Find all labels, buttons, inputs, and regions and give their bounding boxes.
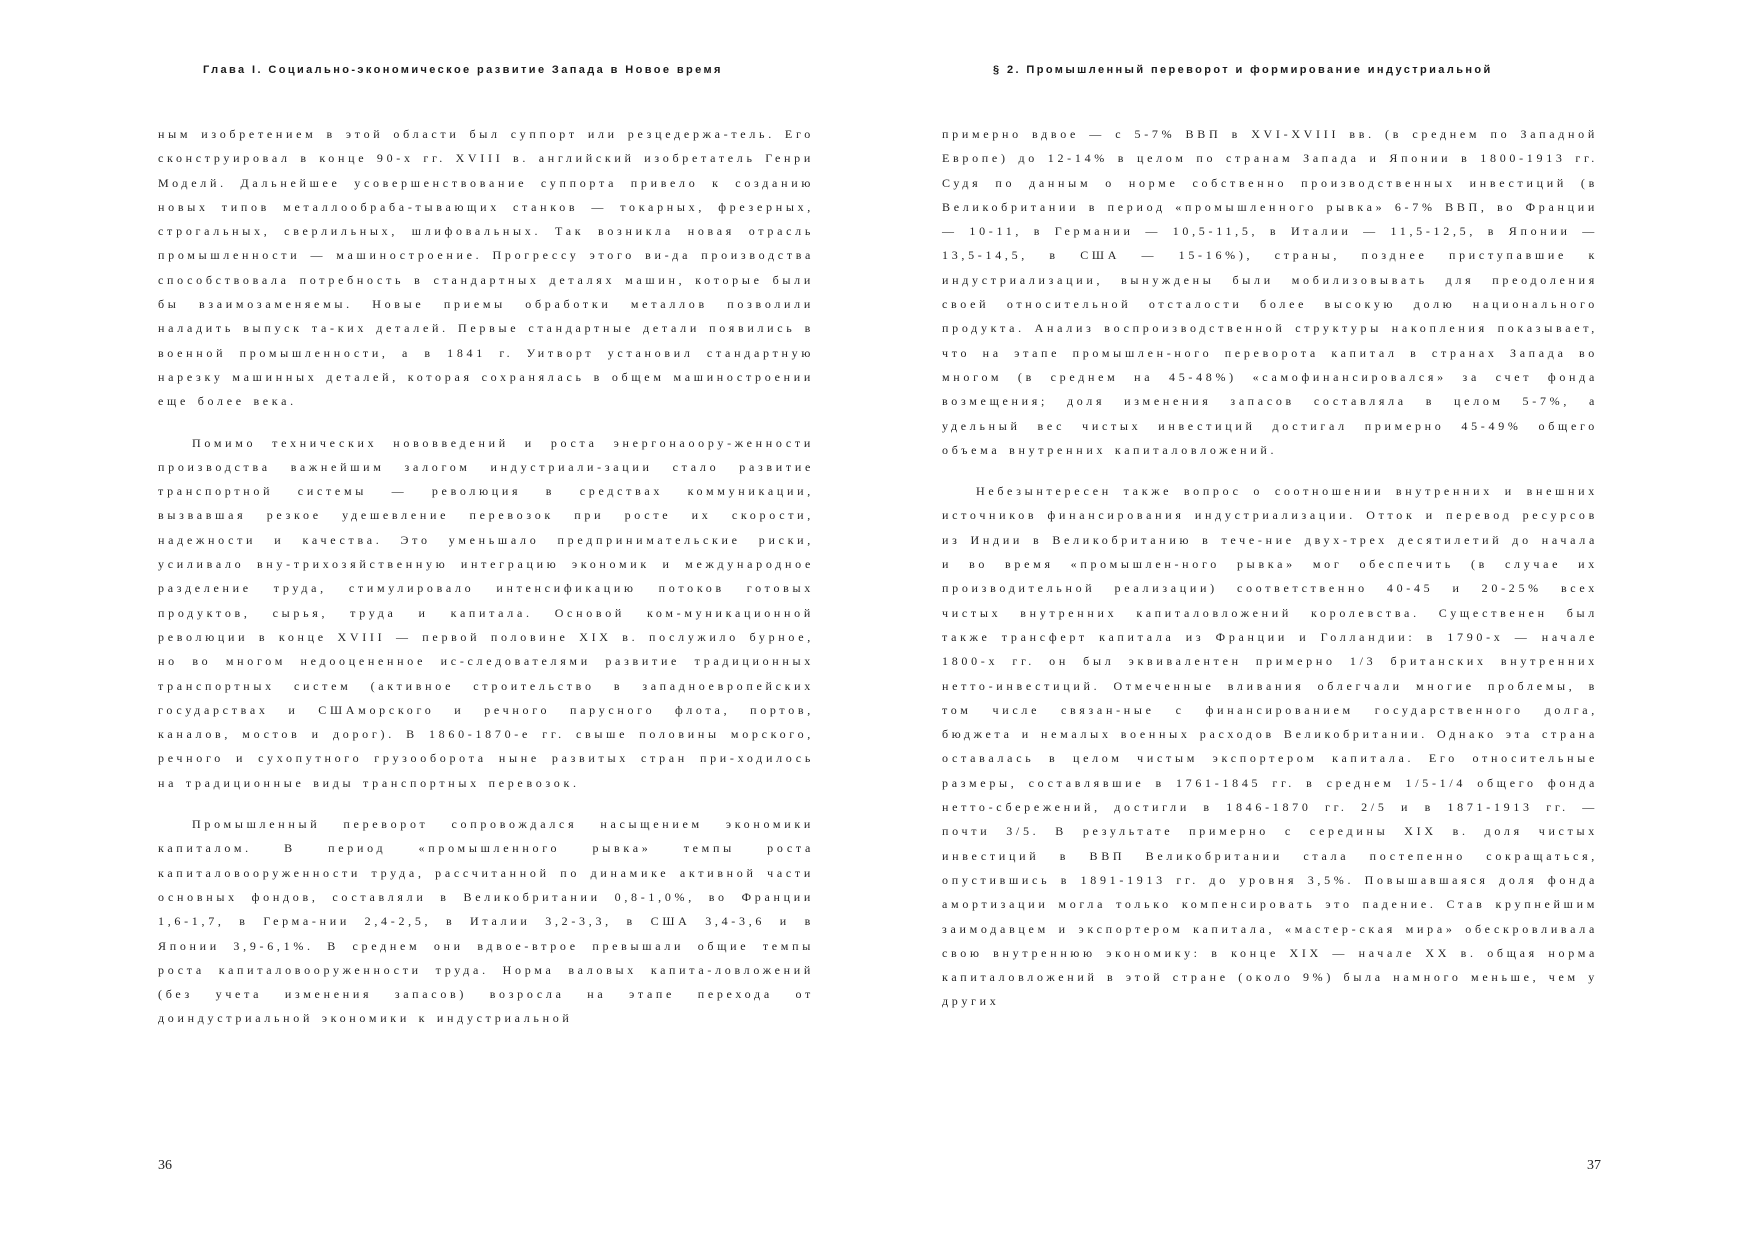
right-page-body: [942, 122, 1598, 1031]
paragraph: ным изобретением в этой области был суппорт или резцедержа-тель. Его сконструировал в конце 90-х гг. XVIII в. английский изобретатель Генри Моделй. Дальнейшее усовершенствование суппорта привело к созданию новых типов металлообраба-тывающих станков — токарных, фрезерных, строгальных, сверлильных, шлифовальных. Так возникла новая отрасль промышленности — машиностроение. Прогрессу этого ви-да производства способствовала потребность в стандартных деталях машин, которые были бы взаимозаменяемы. Новые приемы обработки металлов позволили наладить выпуск та-ких деталей. Первые стандартные детали появились в военной промышленности, а в 1841 г. Уитворт установил стандартную нарезку машинных деталей, которая сохранялась в общем машиностроении еще более века.: [158, 127, 814, 409]
paragraph: Помимо технических нововведений и роста энергонаоору-женности производства важнейшим залогом индустриали-зации стало развитие транспортной системы — революция в средствах коммуникации, вызвавшая резкое удешевление перевозок при росте их скорости, надежности и качества. Это уменьшало предпринимательские риски, усиливало вну-трихозяйственную интеграцию экономик и международное разделение труда, стимулировало интенсификацию потоков готовых продуктов, сырья, труда и капитала. Основой ком-муникационной революции в конце XVIII — первой половине XIX в. послужило бурное, но во многом недооцененное ис-следователями развитие традиционных транспортных систем (активное строительство в западноевропейских государствах и СШАморского и речного парусного флота, портов, каналов, мостов и дорог). В 1860-1870-е гг. свыше половины морского, речного и сухопутного грузооборота ныне развитых стран при-ходилось на традиционные виды транспортных перевозок.: [158, 435, 814, 790]
running-head-right: § 2. Промышленный переворот и формирование индустриальной: [993, 64, 1493, 76]
page-number-right: 37: [1587, 1158, 1601, 1173]
paragraph: примерно вдвое — с 5-7% ВВП в XVI-XVIII вв. (в среднем по Западной Европе) до 12-14% в целом по странам Запада и Японии в 1800-1913 гг. Судя по данным о норме собственно производственных инвестиций (в Великобритании в период «промышленного рывка» 6-7% ВВП, во Франции— 10-11, в Германии — 10,5-11,5, в Италии — 11,5-12,5, в Японии — 13,5-14,5, в США — 15-16%), страны, позднее приступавшие к индустриализации, вынуждены были мобилизовывать для преодоления своей относительной отсталости более высокую долю национального продукта. Анализ воспроизводственной структуры накопления показывает, что на этапе промышлен-ного переворота капитал в странах Запада во многом (в среднем на 45-48%) «самофинансировался» за счет фонда возмещения; доля изменения запасов составляла в целом 5-7%, а удельный вес чистых инвестиций достигал примерно 45-49% общего объема внутренних капиталовложений.: [942, 127, 1598, 457]
paragraph: Небезынтересен также вопрос о соотношении внутренних и внешних источников финансирования индустриализации. Отток и перевод ресурсов из Индии в Великобританию в тече-ние двух-трех десятилетий до начала и во время «промышлен-ного рывка» мог обеспечить (в случае их производительной реализации) соответственно 40-45 и 20-25% всех чистых внутренних капиталовложений королевства. Существенен был также трансферт капитала из Франции и Голландии: в 1790-х — начале 1800-х гг. он был эквивалентен примерно 1/3 британских внутренних нетто-инвестиций. Отмеченные вливания облегчали многие проблемы, в том числе связан-ные с финансированием государственного долга, бюджета и немалых военных расходов Великобритании. Однако эта страна оставалась в целом чистым экспортером капитала. Его относительные размеры, составлявшие в 1761-1845 гг. в среднем 1/5-1/4 общего фонда нетто-сбережений, достигли в 1846-1870 гг. 2/5 и в 1871-1913 гг. — почти 3/5. В результате примерно с середины XIX в. доля чистых инвестиций в ВВП Великобритании стала постепенно сокращаться, опустившись в 1891-1913 гг. до уровня 3,5%. Повышавшаяся доля фонда амортизации могла только компенсировать это падение. Став крупнейшим заимодавцем и экспортером капитала, «мастер-ская мира» обескровливала свою внутреннюю экономику: в конце XIX — начале XX в. общая норма капиталовложений в этой стране (около 9%) была намного меньше, чем у других: [942, 484, 1598, 1009]
paragraph: Промышленный переворот сопровождался насыщением экономики капиталом. В период «промышленного рывка» темпы роста капиталовооруженности труда, рассчитанной по динамике активной части основных фондов, составляли в Великобритании 0,8-1,0%, во Франции 1,6-1,7, в Герма-нии 2,4-2,5, в Италии 3,2-3,3, в США 3,4-3,6 и в Японии 3,9-6,1%. В среднем они вдвое-втрое превышали общие темпы роста капиталовооруженности труда. Норма валовых капита-ловложений (без учета изменения запасов) возросла на этапе перехода от доиндустриальной экономики к индустриальной: [158, 817, 814, 1026]
right-page: [877, 0, 1754, 1239]
running-head-left: Глава I. Социально-экономическое развитие Запада в Новое время: [203, 64, 723, 76]
page-number-left: 36: [158, 1158, 172, 1173]
left-page-body: [158, 122, 814, 1048]
